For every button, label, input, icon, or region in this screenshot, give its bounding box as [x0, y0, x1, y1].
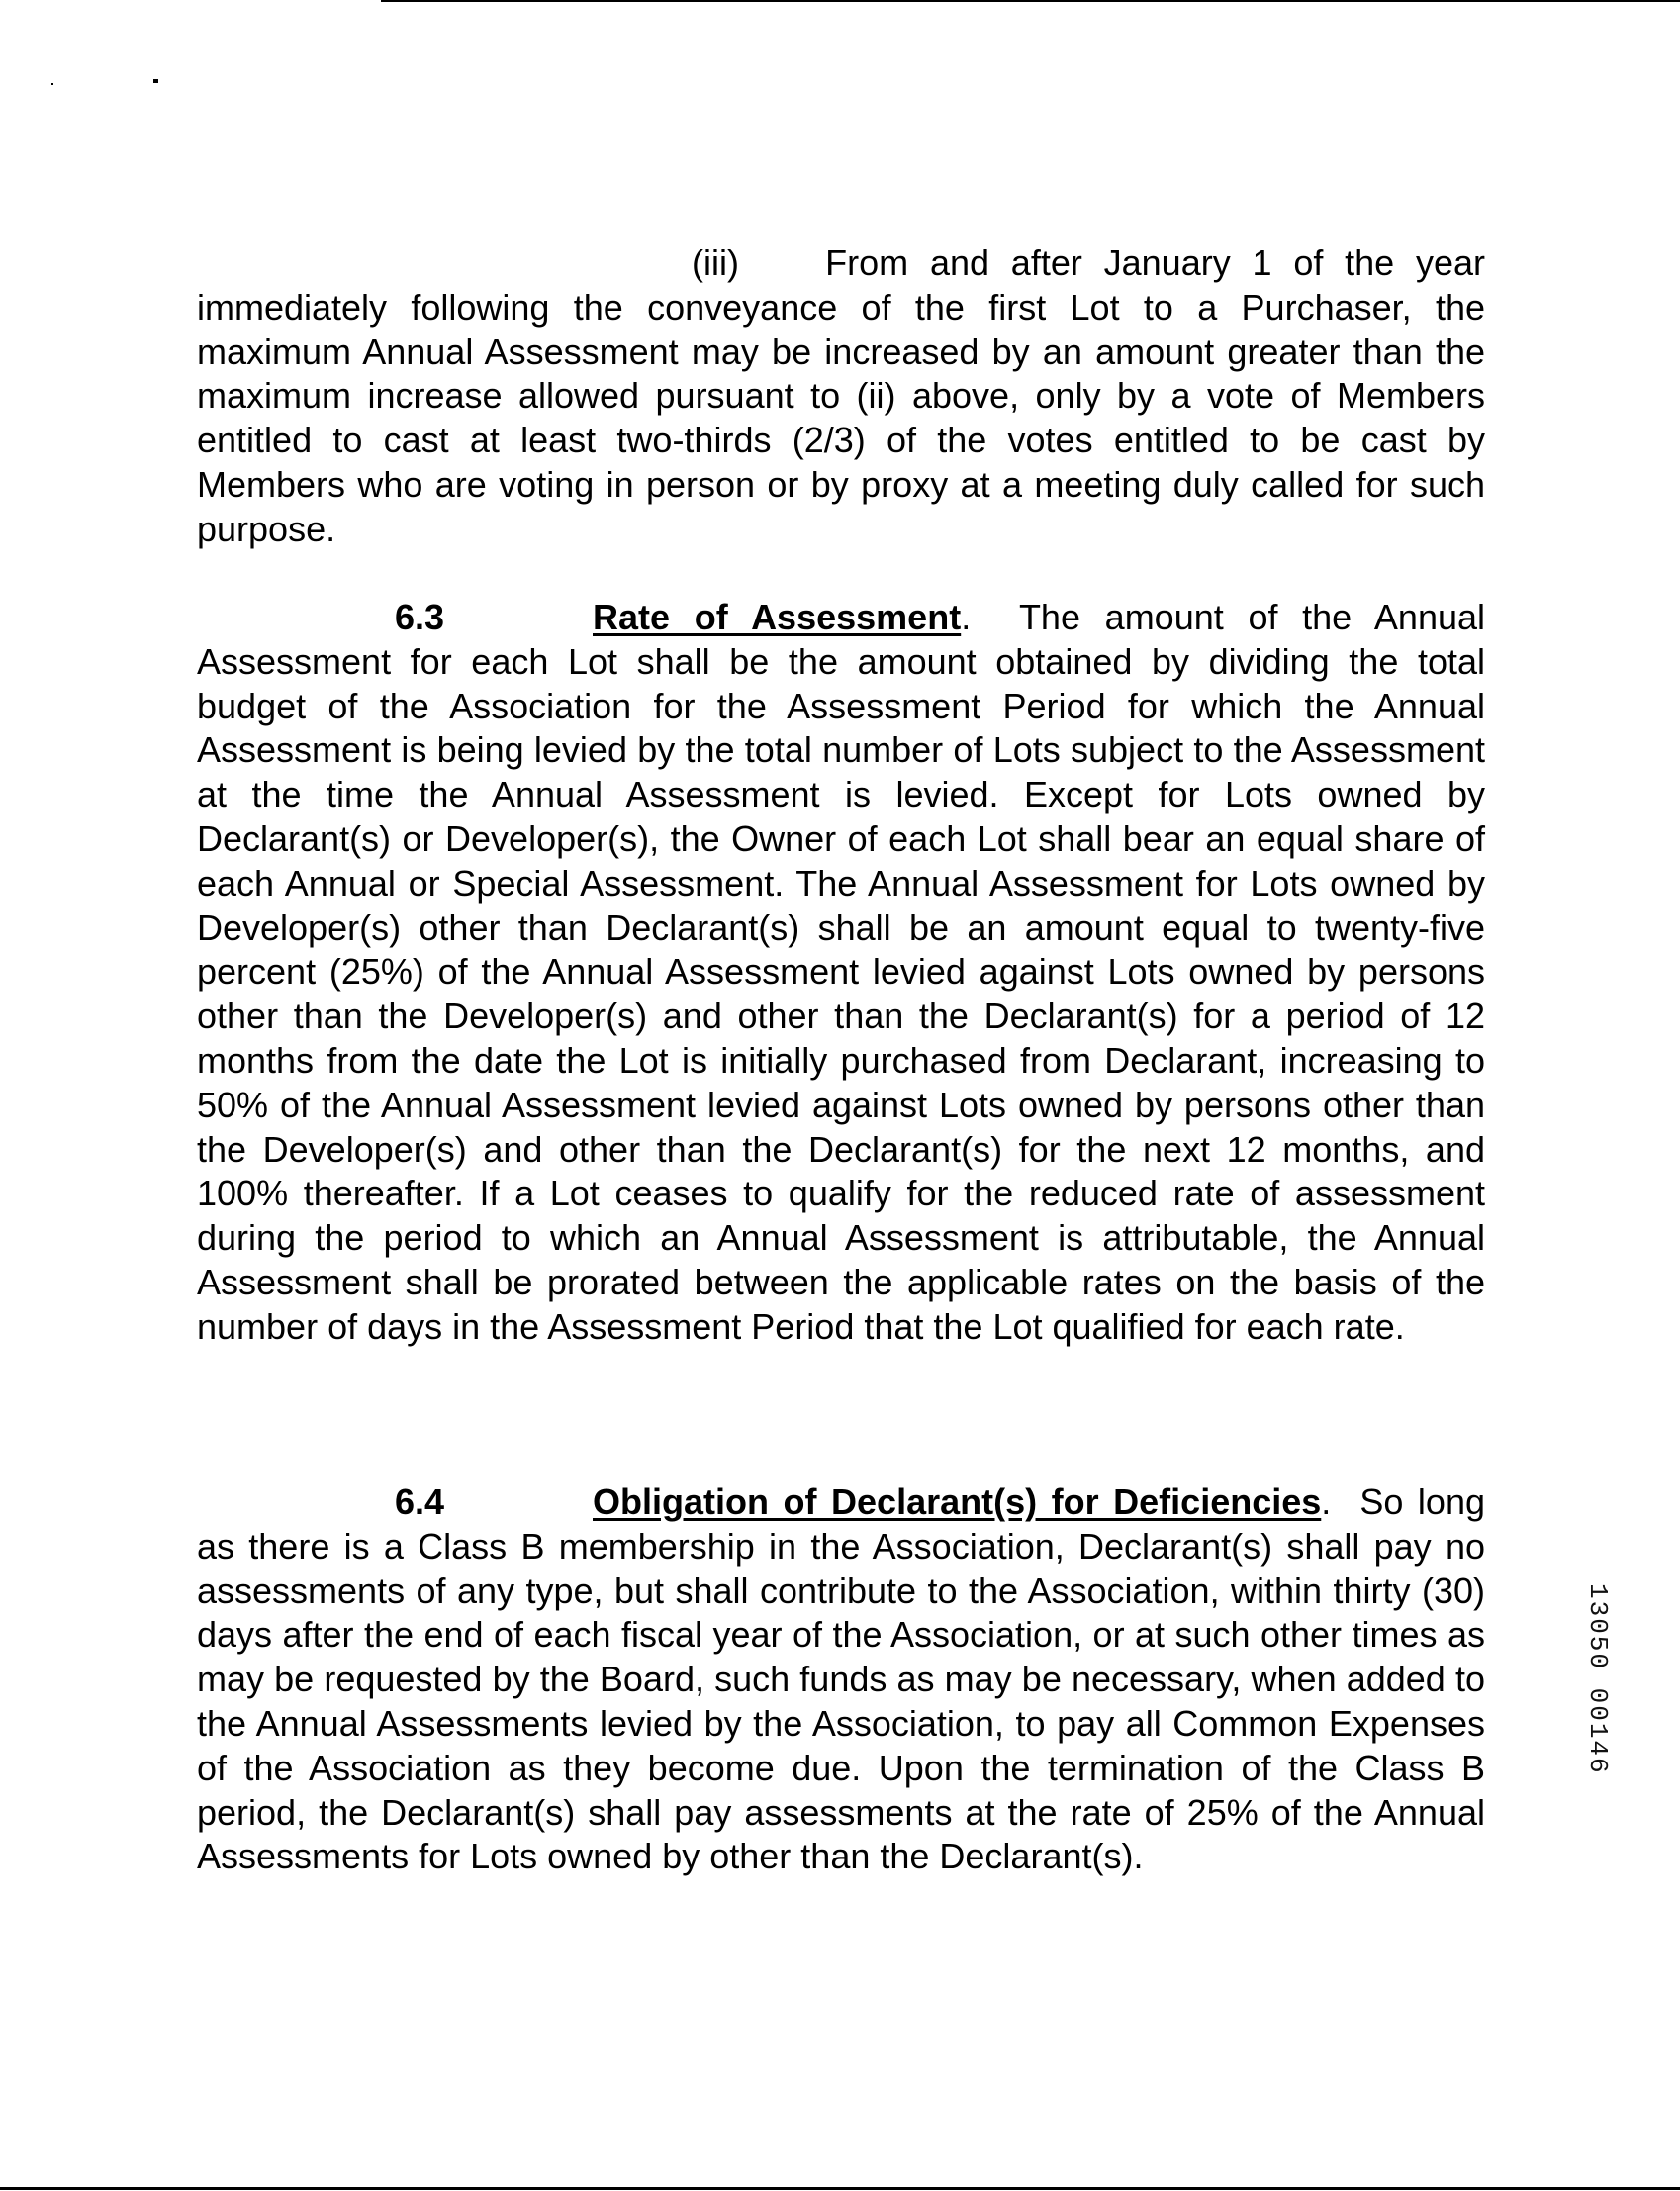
- section-6-3: 6.3 Rate of Assessment. The amount of the Annual Assessment for each Lot shall be the amount obtained by dividing the total budget of the Association for the Assessment Period for which the Annual Assessment is being levied by the total number of Lots subject to the Assessment at the time the Annual Assessment is levied. Except for Lots owned by Declarant(s) or Developer(s), the Owner of each Lot shall bear an equal share of each Annual or Special Assessment. The Annual Assessment for Lots owned by Developer(s) other than Declarant(s) shall be an amount equal to twenty-five percent (25%) of the Annual Assessment levied against Lots owned by persons other than the Developer(s) and other than the Declarant(s) for a period of 12 months from the date the Lot is initially purchased from Declarant, increasing to 50% of the Annual Assessment levied against Lots owned by persons other than the Developer(s) and other than the Declarant(s) for the next 12 months, and 100% thereafter. If a Lot ceases to qualify for the reduced rate of assessment during the period to which an Annual Assessment is attributable, the Annual Assessment shall be prorated between the applicable rates on the basis of the number of days in the Assessment Period that the Lot qualified for each rate.: [197, 597, 1486, 1347]
- section-6-4-text: So long as there is a Class B membership in the Association, Declarant(s) shall pay no assessments of any type, but shall contribute to the Association, within thirty (30) days after the end of each fiscal year of the Association, or at such other times as may be requested by the Board, such funds as may be necessary, when added to the Annual Assessments levied by the Association, to pay all Common Expenses of the Association as they become due. Upon the termination of the Class B period, the Declarant(s) shall pay assessments at the rate of 25% of the Annual Assessments for Lots owned by other than the Declarant(s).: [197, 1481, 1485, 1877]
- paragraph-iii-text: From and after January 1 of the year immediately following the conveyance of the first Lot to a Purchaser, the maximum Annual Assessment may be increased by an amount greater than the maximum increase allowed pursuant to (ii) above, only by a vote of Members entitled to cast at least two-thirds (2/3) of the votes entitled to be cast by Members who are voting in person or by proxy at a meeting duly called for such purpose.: [197, 242, 1486, 549]
- section-6-4-number: 6.4: [395, 1481, 445, 1522]
- section-6-4-heading: Obligation of Declarant(s) for Deficiencies: [593, 1481, 1322, 1522]
- scan-speck: [153, 79, 158, 83]
- paragraph-iii-marker: (iii): [692, 242, 739, 283]
- section-6-3-number: 6.3: [395, 597, 445, 637]
- section-6-3-heading: Rate of Assessment: [593, 597, 962, 637]
- bottom-border-line: [0, 2187, 1680, 2190]
- top-border-line: [381, 0, 1680, 2]
- paragraph-iii: [197, 241, 1485, 552]
- scan-speck: [51, 83, 53, 85]
- section-6-3-text: The amount of the Annual Assessment for each Lot shall be the amount obtained by dividing the total budget of the Association for the Assessment Period for which the Annual Assessment is being levied by the total number of Lots subject to the Assessment at the time the Annual Assessment is levied. Except for Lots owned by Declarant(s) or Developer(s), the Owner of each Lot shall bear an equal share of each Annual or Special Assessment. The Annual Assessment for Lots owned by Developer(s) other than Declarant(s) shall be an amount equal to twenty-five percent (25%) of the Annual Assessment levied against Lots owned by persons other than the Developer(s) and other than the Declarant(s) for a period of 12 months from the date the Lot is initially purchased from Declarant, increasing to 50% of the Annual Assessment levied against Lots owned by persons other than the Developer(s) and other than the Declarant(s) for the next 12 months, and 100% thereafter. If a Lot ceases to qualify for the reduced rate of assessment during the period to which an Annual Assessment is attributable, the Annual Assessment shall be prorated between the applicable rates on the basis of the number of days in the Assessment Period that the Lot qualified for each rate.: [197, 597, 1486, 1347]
- section-6-4: 6.4 Obligation of Declarant(s) for Deficiencies. So long as there is a Class B membership in the Association, Declarant(s) shall pay no assessments of any type, but shall contribute to the Association, within thirty (30) days after the end of each fiscal year of the Association, or at such other times as may be requested by the Board, such funds as may be necessary, when added to the Annual Assessments levied by the Association, to pay all Common Expenses of the Association as they become due. Upon the termination of the Class B period, the Declarant(s) shall pay assessments at the rate of 25% of the Annual Assessments for Lots owned by other than the Declarant(s).: [197, 1481, 1485, 1877]
- document-stamp: 13050 00146: [1583, 1583, 1613, 1775]
